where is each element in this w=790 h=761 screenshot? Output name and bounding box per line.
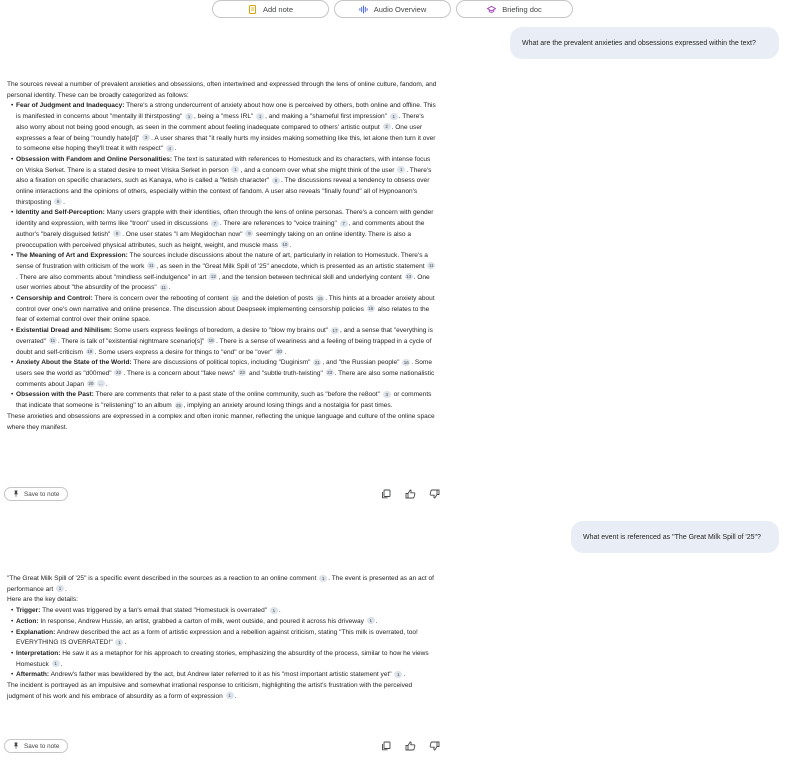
text-segment: . There are references to "voice training" bbox=[219, 220, 339, 228]
response-outro: These anxieties and obsessions are expressed in a complex and often ironic manner, reflecting the unique language and culture of the online space where they manifest. bbox=[7, 412, 435, 431]
text-segment: . bbox=[65, 585, 67, 593]
thumbs-up-icon[interactable] bbox=[404, 488, 416, 500]
text-segment: . bbox=[105, 380, 108, 388]
text-segment: . There is a concern about "fake news" bbox=[123, 369, 238, 377]
citation-chip[interactable]: 15 bbox=[317, 295, 323, 301]
text-segment: The sources include discussions about the nature of art, particularly in relation to Homestuck. There's a sense of frustration with criticism of the work bbox=[16, 252, 428, 270]
assistant-response-2 bbox=[7, 574, 437, 702]
citation-chip[interactable]: 3 bbox=[142, 134, 150, 141]
pin-icon bbox=[13, 490, 19, 499]
citation-chip[interactable]: 1 bbox=[52, 660, 60, 667]
list-item bbox=[7, 649, 437, 670]
list-item bbox=[7, 208, 437, 251]
citation-chip[interactable]: 3 bbox=[383, 391, 391, 398]
text-segment: seemingly taking on an online identity. There is also a preoccupation with perceived physical attributes, such as height, weight, and muscle mass bbox=[16, 230, 411, 249]
response-intro bbox=[7, 574, 437, 595]
text-segment: , implying an anxiety around losing things and a nostalgia for past times. bbox=[183, 402, 393, 410]
citation-chip[interactable]: 4 bbox=[166, 145, 174, 152]
citation-chip[interactable]: 11 bbox=[429, 263, 434, 269]
save-to-note-button[interactable] bbox=[4, 739, 68, 753]
citation-chip[interactable]: 1 bbox=[231, 166, 239, 173]
list-item bbox=[7, 617, 437, 628]
citation-chip[interactable]: 22 bbox=[115, 370, 121, 376]
list-item bbox=[7, 606, 437, 617]
citation-chip[interactable]: 7 bbox=[340, 220, 348, 227]
text-segment: , as seen in the "Great Milk Spill of '25" anecdote, which is presented as an artistic statement bbox=[156, 262, 427, 270]
citation-chip[interactable]: 1 bbox=[394, 671, 402, 678]
list-item-title: Censorship and Control: bbox=[16, 295, 93, 303]
list-item-title: Identity and Self-Perception: bbox=[16, 209, 105, 217]
citation-chip[interactable]: 16 bbox=[368, 306, 374, 312]
text-segment: . The discussions reveal a tendency to obsess over online interactions and the opinions of others, especially within the context of fandom. A user also reveals "finally found" all of Hypnoanon's thirstposting bbox=[16, 177, 430, 206]
text-segment: also relates to the fear of external control over their online space. bbox=[16, 305, 430, 324]
text-segment: . The event is presented as an act of performance art bbox=[7, 575, 435, 593]
citation-chip[interactable]: 14 bbox=[232, 295, 238, 301]
list-item bbox=[7, 294, 437, 326]
text-segment: , and a sense that "everything is overrated" bbox=[16, 327, 433, 345]
briefing-doc-label: Briefing doc bbox=[502, 4, 542, 14]
citation-chip[interactable]: 9 bbox=[245, 230, 253, 237]
text-segment: . bbox=[168, 284, 171, 292]
text-segment: , and a concern over what she might think of the user bbox=[240, 166, 397, 174]
text-segment: or comments that indicate that someone is "relistening" to an album bbox=[16, 391, 432, 410]
copy-icon[interactable] bbox=[380, 488, 392, 500]
text-segment: . bbox=[174, 145, 177, 153]
text-segment: There's a strong undercurrent of anxiety about how one is perceived by others, both online and offline. This is manifested in concerns about "mentally ill thirstposting" bbox=[16, 102, 436, 121]
text-segment: . One user worries about "the absurdity of the process" bbox=[16, 273, 430, 292]
thumbs-down-icon[interactable] bbox=[428, 488, 440, 500]
text-segment: . There's also a fixation on specific characters, such as Kanaya, who is called a "fetish character" bbox=[16, 166, 432, 185]
text-segment: "The Great Milk Spill of '25" is a specific event described in the sources as a reaction to an online comment bbox=[7, 575, 319, 582]
text-segment: There are comments that refer to a past state of the online community, such as "before the re8oot" bbox=[93, 391, 382, 399]
add-note-label: Add note bbox=[262, 4, 294, 14]
list-item-title: Obsession with the Past: bbox=[16, 391, 94, 399]
citation-chip[interactable]: 23 bbox=[327, 370, 333, 376]
text-segment: . This hints at a broader anxiety about control over one's own narrative and online presence. The discussion about Deepseek implementing censorship policies bbox=[16, 295, 435, 313]
thumbs-up-icon[interactable] bbox=[404, 740, 416, 752]
text-segment: There is concern over the rebooting of content bbox=[92, 295, 231, 303]
citation-chip[interactable]: 1 bbox=[256, 113, 264, 120]
text-segment: . There are also comments about "mindless self-indulgence" in art bbox=[16, 273, 209, 281]
text-segment: . A user shares that "it really hurts my insides making something like this, let alone then turn it over to someone else hoping they'll treat it with respect" bbox=[16, 134, 436, 153]
citation-chip[interactable]: 1 bbox=[397, 166, 405, 173]
text-segment: , and "the Russian people" bbox=[322, 359, 402, 367]
text-segment: and "subtle truth-twisting" bbox=[247, 369, 325, 377]
text-segment: . bbox=[403, 671, 406, 679]
list-item bbox=[7, 670, 437, 681]
response-list bbox=[7, 101, 437, 411]
response-list bbox=[7, 606, 437, 681]
audio-overview-button[interactable] bbox=[334, 0, 451, 18]
text-segment: The text is saturated with references to Homestuck and its characters, with intense focus on Vriska Serket. There is a stated desire to meet Vriska Serket in person bbox=[16, 155, 431, 174]
response-lead: Here are the key details: bbox=[7, 596, 78, 604]
user-message-1 bbox=[510, 27, 779, 59]
text-segment: Andrew's father was bewildered by the act, but Andrew later referred to it as his "most important artistic statement yet" bbox=[49, 671, 394, 679]
text-segment: . One user expresses a fear of being "roundly hate[d]" bbox=[16, 123, 423, 142]
text-segment: He saw it as a metaphor for his approach to creating stories, emphasizing the absurdity of the process, similar to how he views Homestuck bbox=[16, 649, 429, 668]
list-item-title: Fear of Judgment and Inadequacy: bbox=[16, 102, 125, 110]
add-note-button[interactable] bbox=[212, 0, 329, 18]
citation-chip[interactable]: 13 bbox=[406, 274, 412, 280]
text-segment: . bbox=[60, 660, 63, 668]
citation-chip[interactable]: 1 bbox=[367, 617, 375, 624]
note-icon bbox=[248, 5, 257, 14]
list-item-title: Trigger: bbox=[16, 607, 41, 615]
citation-chip[interactable]: 8 bbox=[113, 230, 121, 237]
list-item-title: The Meaning of Art and Expression: bbox=[16, 252, 128, 260]
citation-chip[interactable]: 1 bbox=[226, 692, 234, 699]
text-segment: There are discussions of political topics, including "Duginism" bbox=[131, 359, 313, 367]
text-segment: In response, Andrew Hussie, an artist, grabbed a carton of milk, went outside, and poured it across his driveway bbox=[38, 617, 366, 625]
user-message-2 bbox=[571, 521, 779, 553]
citation-chip[interactable]: 20 bbox=[276, 349, 282, 355]
text-segment: . There is a sense of weariness and a feeling of being trapped in a cycle of doubt and self-criticism bbox=[16, 337, 432, 356]
list-item bbox=[7, 155, 437, 209]
citation-chip[interactable]: 2 bbox=[383, 123, 391, 130]
text-segment: . There are also some nationalistic comments about Japan bbox=[16, 369, 435, 388]
text-segment: . bbox=[278, 607, 281, 615]
citation-chip[interactable]: 11 bbox=[161, 284, 166, 290]
citation-chip[interactable]: 23 bbox=[239, 370, 245, 376]
list-item bbox=[7, 628, 437, 649]
response-actions-1 bbox=[4, 487, 440, 501]
citation-chip[interactable]: 11 bbox=[148, 263, 154, 269]
citation-chip[interactable]: 1 bbox=[319, 575, 327, 582]
citation-chip[interactable]: 18 bbox=[208, 338, 214, 344]
citation-chip[interactable]: 21 bbox=[314, 359, 320, 365]
notebook-toolbar bbox=[212, 0, 573, 18]
list-item-title: Existential Dread and Nihilism: bbox=[16, 327, 113, 335]
text-segment: . bbox=[284, 348, 287, 356]
text-segment: Some users express feelings of boredom, a desire to "blow my brains out" bbox=[112, 327, 330, 335]
briefing-doc-button[interactable] bbox=[456, 0, 573, 18]
citation-chip[interactable]: 1 bbox=[270, 607, 278, 614]
save-to-note-button[interactable] bbox=[4, 487, 68, 501]
citation-chip[interactable]: 1 bbox=[185, 113, 193, 120]
response-actions-2 bbox=[4, 739, 440, 753]
thumbs-down-icon[interactable] bbox=[428, 740, 440, 752]
citation-chip[interactable]: 20 bbox=[88, 381, 94, 387]
citation-chip[interactable]: 17 bbox=[332, 327, 338, 333]
citation-chip[interactable]: 1 bbox=[56, 585, 64, 592]
list-item-title: Anxiety About the State of the World: bbox=[16, 359, 132, 367]
text-segment: . There's also worry about not being good enough, as seen in the comment about feeling inadequate compared to others' artistic output bbox=[16, 113, 424, 131]
text-segment: The incident is portrayed as an impulsive and somewhat irrational response to criticism, highlighting the artist's frustration with the perceived judgment of his work and his embrace of absurdity as a form of expression bbox=[7, 682, 413, 700]
list-item-title: Aftermath: bbox=[16, 671, 50, 679]
text-segment: . One user states "I am Megidochan now" bbox=[122, 230, 245, 238]
citation-chip[interactable]: 11 bbox=[50, 338, 56, 344]
text-segment: . bbox=[63, 198, 65, 206]
user-message-text: What are the prevalent anxieties and obsessions expressed within the text? bbox=[522, 39, 756, 47]
list-item-title: Interpretation: bbox=[16, 649, 61, 657]
citation-chip[interactable]: 5 bbox=[272, 177, 280, 184]
text-segment: . bbox=[124, 639, 127, 647]
citation-chip[interactable]: 19 bbox=[87, 349, 93, 355]
text-segment: . Some users express a desire for things to "end" or be "over" bbox=[94, 348, 275, 356]
audio-overview-label: Audio Overview bbox=[373, 4, 427, 14]
citation-chip[interactable]: ... bbox=[97, 380, 105, 387]
audio-wave-icon bbox=[359, 5, 368, 14]
list-item bbox=[7, 390, 437, 411]
list-item bbox=[7, 101, 437, 155]
list-item-title: Action: bbox=[16, 617, 39, 625]
text-segment: . bbox=[234, 692, 237, 700]
response-outro bbox=[7, 681, 437, 702]
text-segment: . bbox=[289, 241, 292, 249]
user-message-text: What event is referenced as "The Great Milk Spill of '25"? bbox=[583, 533, 761, 541]
text-segment: . Some users see the world as "d00med" bbox=[16, 359, 433, 377]
citation-chip[interactable]: 1 bbox=[390, 113, 398, 120]
list-item bbox=[7, 251, 437, 294]
citation-chip[interactable]: 6 bbox=[54, 198, 62, 205]
save-to-note-label: Save to note bbox=[24, 742, 60, 750]
list-item-title: Explanation: bbox=[16, 628, 56, 636]
text-segment: Many users grapple with their identities, often through the lens of online personas. There's a concern with gender identity and expression, with terms like "troon" used in discussions bbox=[16, 209, 434, 228]
list-item-title: Obsession with Fandom and Online Personalities: bbox=[16, 155, 173, 163]
text-segment: . bbox=[375, 617, 378, 625]
save-to-note-label: Save to note bbox=[24, 490, 60, 498]
text-segment: , and comments about the author's "barely disguised fetish" bbox=[16, 220, 425, 238]
assistant-response-1 bbox=[7, 80, 437, 433]
text-segment: , and the tension between technical skill and underlying content bbox=[218, 273, 404, 281]
response-intro: The sources reveal a number of prevalent anxieties and obsessions, often intertwined and expressed through the lens of online culture, fandom, and personal identity. These can be broadly categorized as follows: bbox=[7, 81, 437, 99]
citation-chip[interactable]: 16 bbox=[403, 359, 409, 365]
citation-chip[interactable]: 25 bbox=[176, 402, 182, 408]
graduation-cap-icon bbox=[487, 5, 496, 14]
text-segment: , and making a "shameful first impression" bbox=[265, 113, 389, 121]
text-segment: The event was triggered by a fan's email that stated "Homestuck is overrated" bbox=[40, 607, 269, 615]
citation-chip[interactable]: 12 bbox=[210, 274, 216, 280]
text-segment: , being a "mess IRL" bbox=[194, 113, 256, 121]
list-item bbox=[7, 326, 437, 358]
text-segment: Andrew described the act as a form of artistic expression and a rebellion against criticism, stating "This milk is overrated, too! EVERYTHING IS OVERRATED!" bbox=[16, 628, 418, 647]
pin-icon bbox=[13, 742, 19, 751]
text-segment: . There is talk of "existential nightmare scenario[s]" bbox=[57, 337, 207, 345]
citation-chip[interactable]: 7 bbox=[211, 220, 219, 227]
list-item bbox=[7, 358, 437, 390]
text-segment: and the deletion of posts bbox=[240, 295, 316, 303]
citation-chip[interactable]: 10 bbox=[282, 242, 288, 248]
citation-chip[interactable]: 1 bbox=[115, 639, 123, 646]
copy-icon[interactable] bbox=[380, 740, 392, 752]
